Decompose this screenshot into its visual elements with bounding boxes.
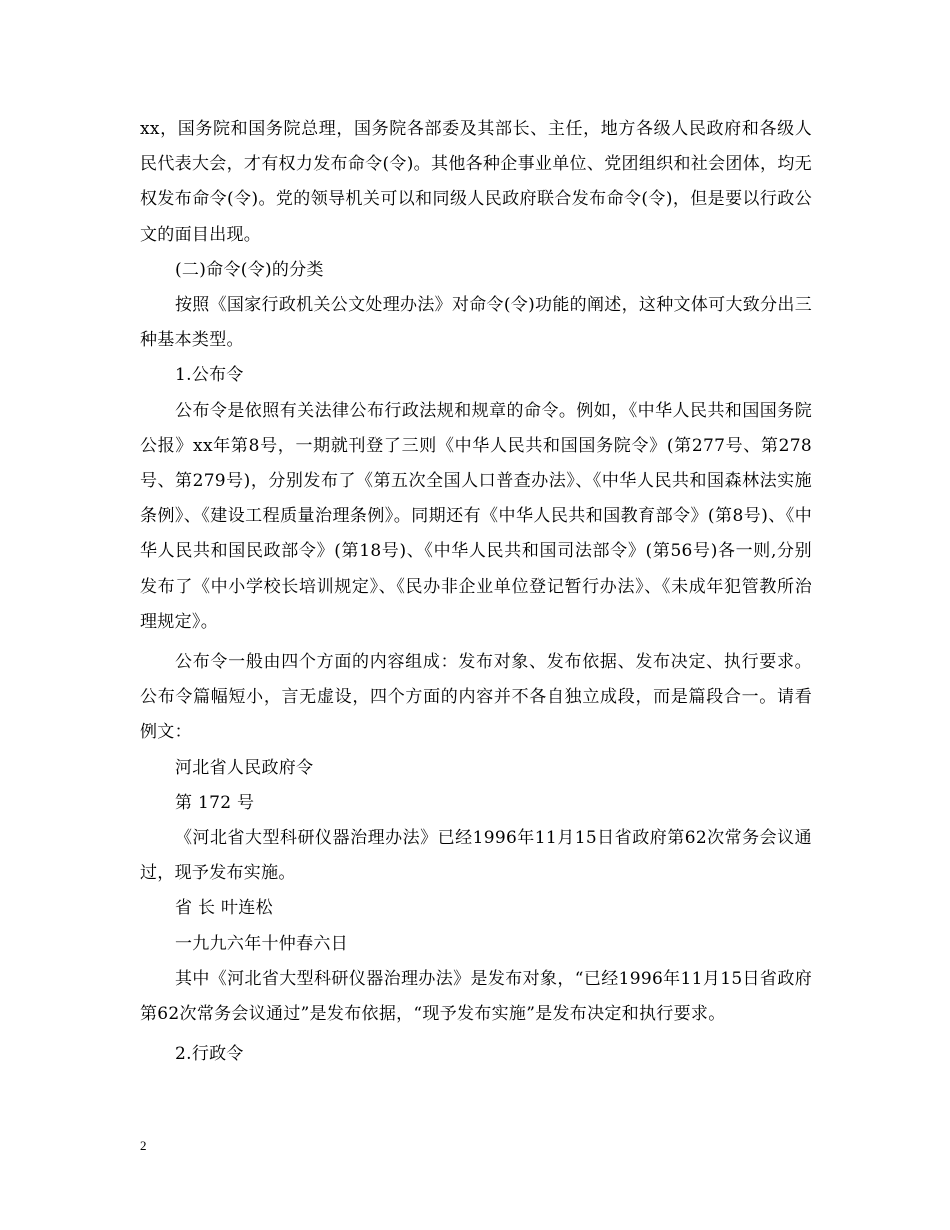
example-issuer: 河北省人民政府令 <box>175 757 314 778</box>
section-heading-classification: (二)命令(令)的分类 <box>175 259 324 280</box>
subheading-administrative-order: 2.行政令 <box>175 1044 244 1065</box>
example-signature: 省 长 叶连松 <box>175 898 273 919</box>
paragraph-authority: xx，国务院和国务院总理，国务院各部委及其部长、主任，地方各级人民政府和各级人民代表大会，才有权力发布命令(令)。其他各种企事业单位、党团组织和社会团体，均无权发布命令(令)。党的领导机关可以和同级人民政府联合发布命令(令)，但是要以行政公文的面目出现。 <box>140 119 812 245</box>
paragraph-promulgation-order-structure: 公布令一般由四个方面的内容组成：发布对象、发布依据、发布决定、执行要求。公布令篇幅短小，言无虚设，四个方面的内容并不各自独立成段，而是篇段合一。请看例文： <box>140 652 812 743</box>
page-number: 2 <box>140 1138 147 1153</box>
paragraph-promulgation-order-definition: 公布令是依照有关法律公布行政法规和规章的命令。例如，《中华人民共和国国务院公报》xx年第8号，一期就刊登了三则《中华人民共和国国务院令》(第277号、第278号、第279号)，分别发布了《第五次全国人口普查办法》、《中华人民共和国森林法实施条例》、《建设工程质量治理条例》。同期还有《中华人民共和国教育部令》(第8号)、《中华人民共和国民政部令》(第18号)、《中华人民共和国司法部令》(第56号)各一则,分别发布了《中小学校长培训规定》、《民办非企业单位登记暂行办法》、《未成年犯管教所治理规定》。 <box>140 400 812 632</box>
subheading-promulgation-order: 1.公布令 <box>175 365 244 386</box>
example-date: 一九九六年十仲春六日 <box>175 933 348 954</box>
example-body: 《河北省大型科研仪器治理办法》已经1996年11月15日省政府第62次常务会议通过，现予发布实施。 <box>140 828 812 884</box>
paragraph-example-analysis: 其中《河北省大型科研仪器治理办法》是发布对象，“已经1996年11月15日省政府第62次常务会议通过”是发布依据，“现予发布实施”是发布决定和执行要求。 <box>140 968 812 1025</box>
paragraph-classification-intro: 按照《国家行政机关公文处理办法》对命令(令)功能的阐述，这种文体可大致分出三种基本类型。 <box>140 295 812 351</box>
document-page <box>140 112 812 1072</box>
example-order-number: 第 172 号 <box>175 792 255 813</box>
